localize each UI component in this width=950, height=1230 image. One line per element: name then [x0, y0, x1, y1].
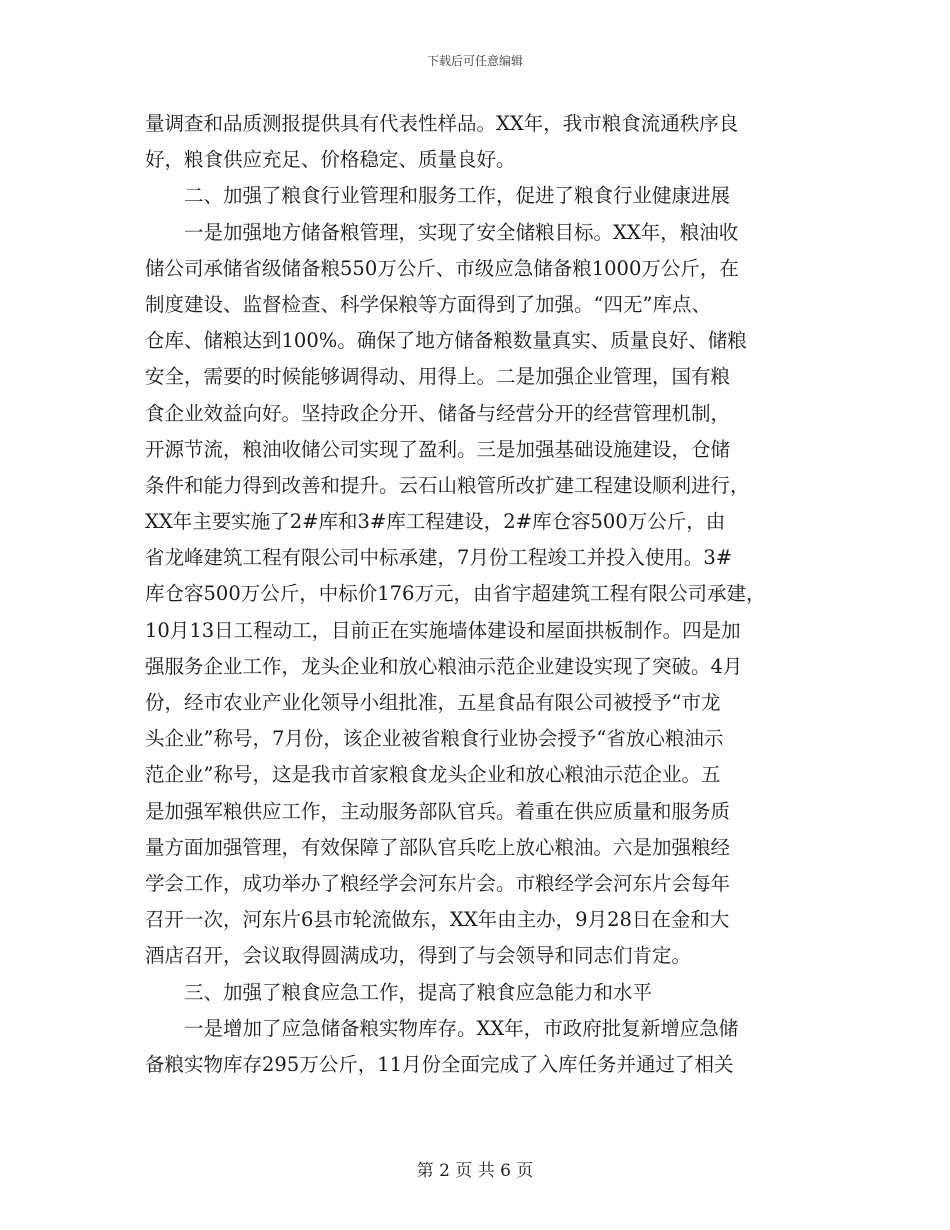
- text-line: 头企业”称号，7月份，该企业被省粮食行业协会授予“省放心粮油示: [145, 727, 724, 751]
- text-line: 好，粮食供应充足、价格稳定、质量良好。: [145, 148, 516, 172]
- text-line: 量调查和品质测报提供具有代表性样品。XX年，我市粮食流通秩序良: [145, 112, 739, 135]
- text-line: 储公司承储省级储备粮550万公斤、市级应急储备粮1000万公斤，在: [145, 256, 739, 280]
- text-line: 安全，需要的时候能够调得动、用得上。二是加强企业管理，国有粮: [145, 365, 731, 389]
- text-line: 省龙峰建筑工程有限公司中标承建，7月份工程竣工并投入使用。3#: [145, 546, 733, 570]
- text-line: 份，经市农业产业化领导小组批准，五星食品有限公司被授予“市龙: [145, 691, 721, 714]
- text-line: 10月13日工程动工，目前正在实施墙体建设和屋面拱板制作。四是加: [145, 618, 741, 642]
- document-body: [145, 106, 810, 1083]
- text-line: 一是加强地方储备粮管理，实现了安全储粮目标。XX年，粮油收: [145, 220, 739, 244]
- section-heading: 三、加强了粮食应急工作，提高了粮食应急能力和水平: [145, 980, 653, 1004]
- text-line: 备粮实物库存295万公斤，11月份全面完成了入库任务并通过了相关: [145, 1052, 734, 1076]
- text-line: 食企业效益向好。坚持政企分开、储备与经营分开的经营管理机制，: [145, 401, 731, 425]
- text-line: 制度建设、监督检查、科学保粮等方面得到了加强。“四无”库点、: [145, 292, 711, 316]
- text-line: 一是增加了应急储备粮实物库存。XX年，市政府批复新增应急储: [145, 1016, 739, 1040]
- text-line: 范企业”称号，这是我市首家粮食龙头企业和放心粮油示范企业。五: [145, 763, 721, 787]
- section-heading: 二、加强了粮食行业管理和服务工作，促进了粮食行业健康进展: [145, 184, 731, 208]
- text-line: 学会工作，成功举办了粮经学会河东片会。市粮经学会河东片会每年: [145, 871, 731, 895]
- text-line: 召开一次，河东片6县市轮流做东，XX年由主办，9月28日在金和大: [145, 908, 730, 932]
- text-line: 量方面加强管理，有效保障了部队官兵吃上放心粮油。六是加强粮经: [145, 835, 731, 859]
- text-line: 条件和能力得到改善和提升。云石山粮管所改扩建工程建设顺利进行，: [145, 473, 750, 497]
- text-line: 开源节流，粮油收储公司实现了盈利。三是加强基础设施建设，仓储: [145, 437, 731, 461]
- text-line: 强服务企业工作，龙头企业和放心粮油示范企业建设实现了突破。4月: [145, 654, 743, 678]
- text-line: 是加强军粮供应工作，主动服务部队官兵。着重在供应质量和服务质: [145, 799, 731, 823]
- text-line: XX年主要实施了2#库和3#库工程建设，2#库仓容500万公斤，由: [145, 510, 726, 534]
- page-header: 下载后可任意编辑: [426, 54, 523, 68]
- page-number-footer: 第 2 页 共 6 页: [416, 1161, 534, 1181]
- text-line: 酒店召开，会议取得圆满成功，得到了与会领导和同志们肯定。: [145, 944, 692, 968]
- text-line: 仓库、储粮达到100%。确保了地方储备粮数量真实、质量良好、储粮: [145, 329, 747, 353]
- text-line: 库仓容500万公斤，中标价176万元，由省宇超建筑工程有限公司承建，: [145, 582, 766, 606]
